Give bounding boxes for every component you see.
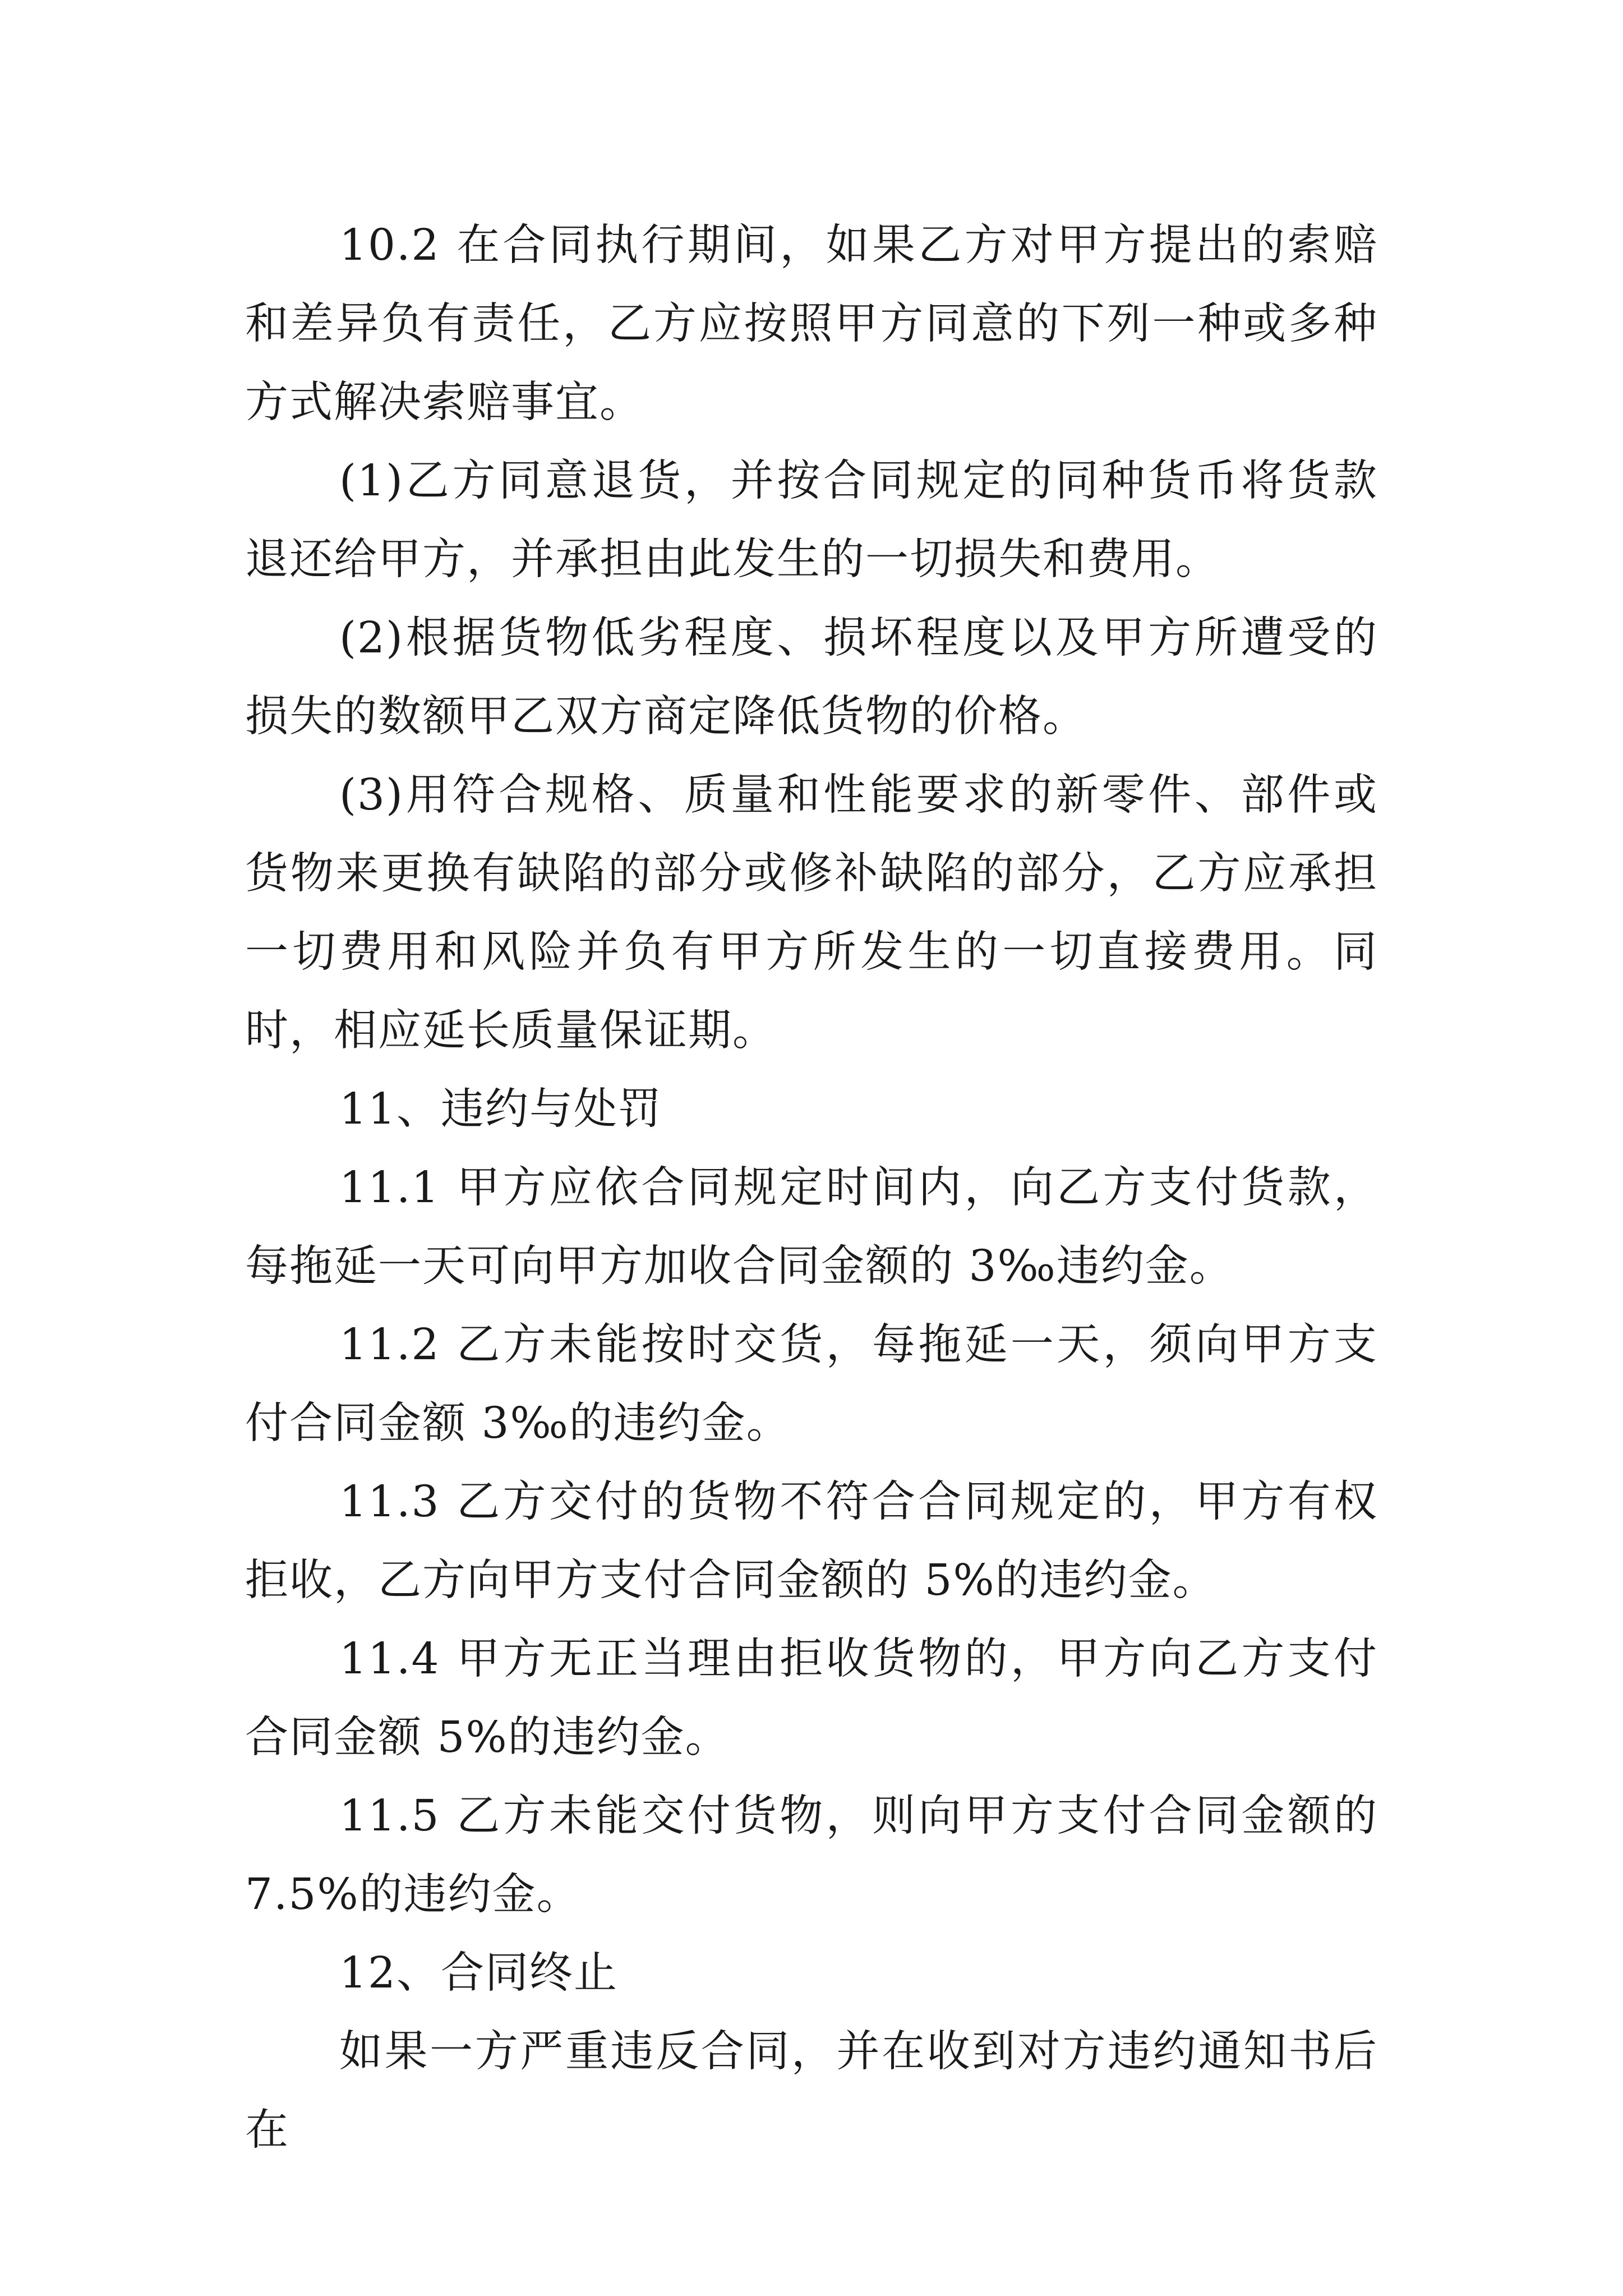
paragraph-12-1: 如果一方严重违反合同，并在收到对方违约通知书后在: [245, 2027, 1378, 2155]
paragraph-11-1: 11.1 甲方应依合同规定时间内，向乙方支付货款，每拖延一天可向甲方加收合同金额的 3‰违约金。: [245, 1163, 1378, 1291]
paragraph-11-2: 11.2 乙方未能按时交货，每拖延一天，须向甲方支付合同金额 3‰的违约金。: [245, 1320, 1378, 1448]
document-body: [245, 206, 1378, 2170]
paragraph-10-2-option-2: (2)根据货物低劣程度、损坏程度以及甲方所遭受的损失的数额甲乙双方商定降低货物的价格。: [245, 613, 1378, 742]
paragraph-11-5: 11.5 乙方未能交付货物，则向甲方支付合同金额的 7.5%的违约金。: [245, 1791, 1378, 1920]
paragraph-10-2-option-3: (3)用符合规格、质量和性能要求的新零件、部件或货物来更换有缺陷的部分或修补缺陷的部分，乙方应承担一切费用和风险并负有甲方所发生的一切直接费用。同时，相应延长质量保证期。: [245, 770, 1378, 1056]
paragraph-11-3: 11.3 乙方交付的货物不符合合同规定的，甲方有权拒收，乙方向甲方支付合同金额的 5%的违约金。: [245, 1477, 1378, 1605]
section-11-heading: 11、违约与处罚: [339, 1084, 662, 1134]
paragraph-10-2-option-1: (1)乙方同意退货，并按合同规定的同种货币将货款退还给甲方，并承担由此发生的一切损失和费用。: [245, 456, 1378, 585]
section-12-heading: 12、合同终止: [339, 1948, 618, 1998]
paragraph-10-2: 10.2 在合同执行期间，如果乙方对甲方提出的索赔和差异负有责任，乙方应按照甲方同意的下列一种或多种方式解决索赔事宜。: [245, 220, 1378, 427]
paragraph-11-4: 11.4 甲方无正当理由拒收货物的，甲方向乙方支付合同金额 5%的违约金。: [245, 1634, 1378, 1763]
